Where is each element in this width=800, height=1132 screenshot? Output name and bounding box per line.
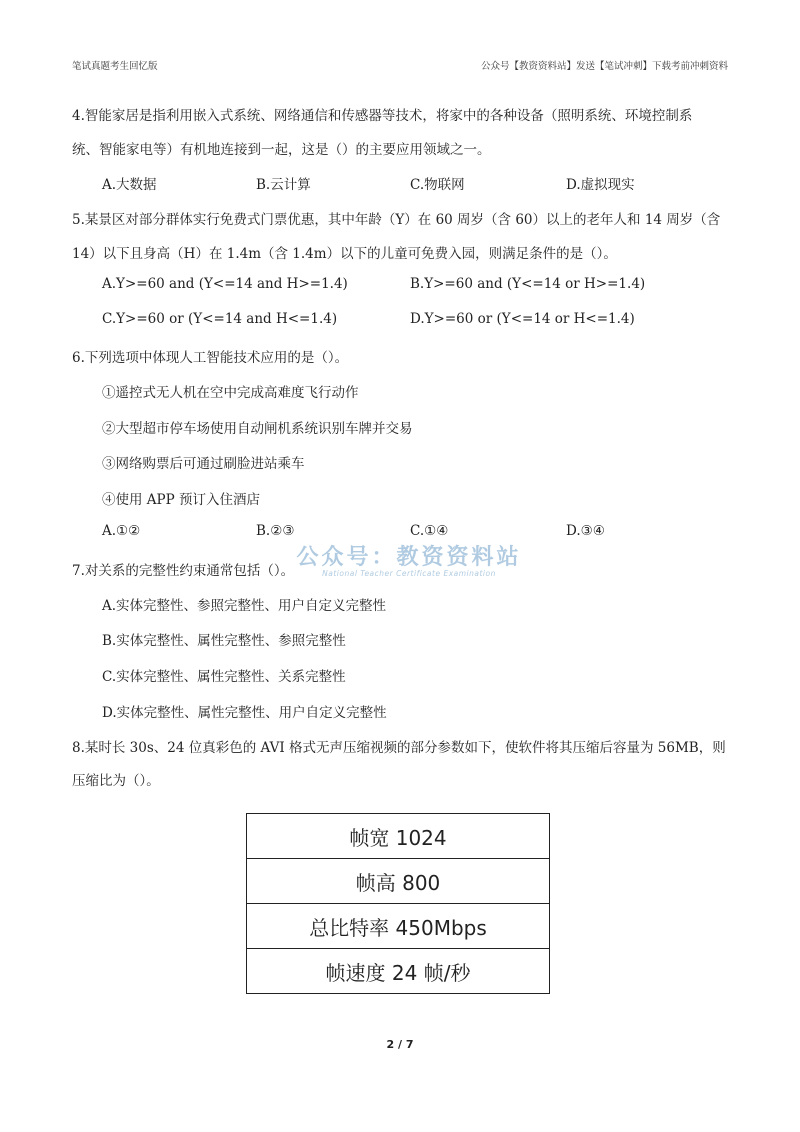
q5-option-d: D.Y>=60 or (Y<=14 or H<=1.4) xyxy=(410,311,635,327)
q7-option-b: B.实体完整性、属性完整性、参照完整性 xyxy=(102,633,346,649)
watermark xyxy=(284,540,534,578)
table-row-frame-height: 帧高 800 xyxy=(247,859,550,904)
q5-option-a: A.Y>=60 and (Y<=14 and H>=1.4) xyxy=(102,276,348,292)
header-left-text: 笔试真题考生回忆版 xyxy=(72,61,158,72)
q6-item-2: ②大型超市停车场使用自动闸机系统识别车牌并交易 xyxy=(102,421,413,437)
q5-stem-line2: 14）以下且身高（H）在 1.4m（含 1.4m）以下的儿童可免费入园，则满足条件的是（）。 xyxy=(72,246,617,262)
q5-option-b: B.Y>=60 and (Y<=14 or H>=1.4) xyxy=(410,276,646,292)
q6-option-d: D.③④ xyxy=(566,523,605,539)
q4-stem-line1: 4.智能家居是指利用嵌入式系统、网络通信和传感器等技术，将家中的各种设备（照明系统、环境控制系 xyxy=(72,108,693,124)
table-row-bitrate: 总比特率 450Mbps xyxy=(247,904,550,949)
q6-option-a: A.①② xyxy=(102,523,141,539)
q5-stem-line1: 5.某景区对部分群体实行免费式门票优惠，其中年龄（Y）在 60 周岁（含 60）以上的老年人和 14 周岁（含 xyxy=(72,212,721,228)
q6-option-c: C.①④ xyxy=(410,523,449,539)
q6-option-b: B.②③ xyxy=(256,523,295,539)
q6-stem: 6.下列选项中体现人工智能技术应用的是（）。 xyxy=(72,350,349,366)
q5-option-c: C.Y>=60 or (Y<=14 and H<=1.4) xyxy=(102,311,338,327)
q6-item-3: ③网络购票后可通过刷脸进站乘车 xyxy=(102,456,305,472)
q4-option-b: B.云计算 xyxy=(256,177,311,193)
watermark-sub-text: National Teacher Certificate Examination xyxy=(322,569,496,578)
q4-option-c: C.物联网 xyxy=(410,177,465,193)
q4-option-a: A.大数据 xyxy=(102,177,157,193)
q7-stem: 7.对关系的完整性约束通常包括（）。 xyxy=(72,563,295,579)
table-row-frame-width: 帧宽 1024 xyxy=(247,814,550,859)
video-parameters-table xyxy=(246,813,550,994)
q7-option-d: D.实体完整性、属性完整性、用户自定义完整性 xyxy=(102,705,387,721)
q4-stem-line2: 统、智能家电等）有机地连接到一起，这是（）的主要应用领域之一。 xyxy=(72,142,491,158)
q4-option-d: D.虚拟现实 xyxy=(566,177,635,193)
table-row-frame-rate: 帧速度 24 帧/秒 xyxy=(247,949,550,994)
q6-item-1: ①遥控式无人机在空中完成高难度飞行动作 xyxy=(102,385,359,401)
watermark-main-text: 公众号：教资资料站 xyxy=(296,545,522,570)
q7-option-a: A.实体完整性、参照完整性、用户自定义完整性 xyxy=(102,598,387,614)
page-number: 2 / 7 xyxy=(386,1038,414,1051)
q7-option-c: C.实体完整性、属性完整性、关系完整性 xyxy=(102,669,346,685)
q8-stem-line1: 8.某时长 30s、24 位真彩色的 AVI 格式无声压缩视频的部分参数如下，使软件将其压缩后容量为 56MB，则 xyxy=(72,740,726,756)
q6-item-4: ④使用 APP 预订入住酒店 xyxy=(102,492,260,508)
q8-stem-line2: 压缩比为（）。 xyxy=(72,773,160,789)
header-right-text: 公众号【教资资料站】发送【笔试冲刺】下载考前冲刺资料 xyxy=(480,61,728,72)
